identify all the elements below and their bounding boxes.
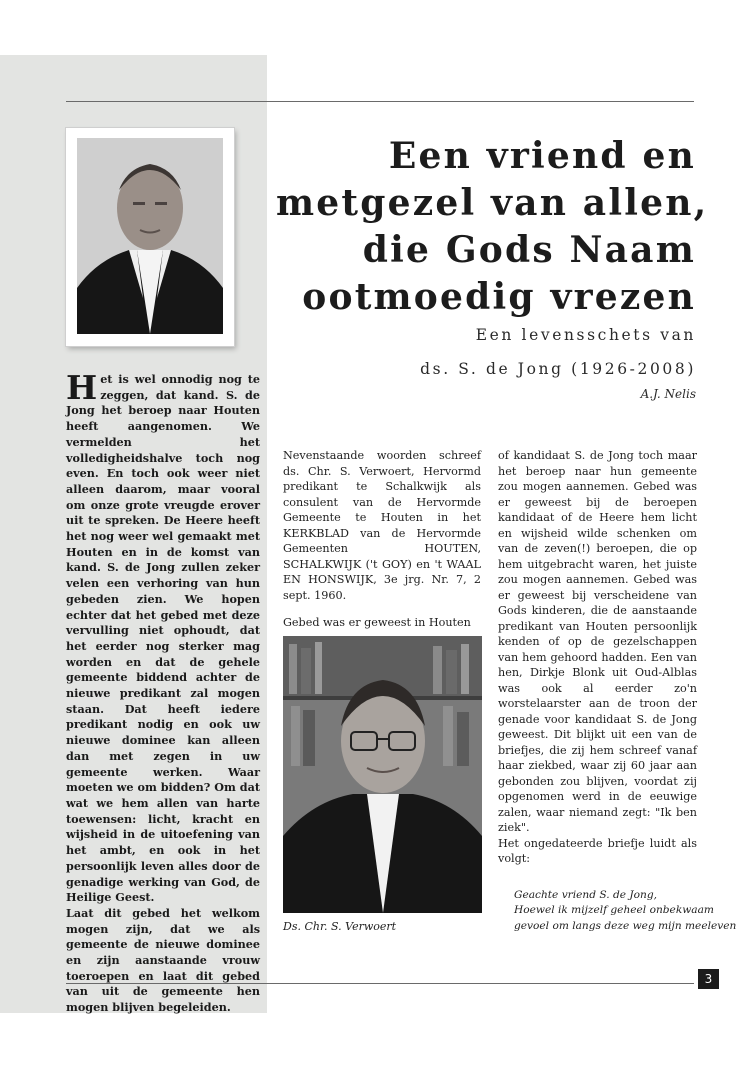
quoted-letter — [514, 888, 737, 934]
column-1-paragraph-1: Nevenstaande woorden schreef ds. Chr. S. Verwoert, Hervormd predikant te Schalkwijk als consulent van de Hervormde Gemeente te Houten in het KERKBLAD van de Hervormde Gemeenten HOUTEN, SCHALKWIJK ('t GOY) en 't WAAL EN HONSWIJK, 3e jrg. Nr. 7, 2 sept. 1960. — [283, 449, 481, 602]
title-line: Een vriend en — [388, 135, 696, 177]
letter-line: gevoel om langs deze weg mijn meeleven — [514, 919, 737, 932]
column-2-paragraph-2: Het ongedateerde briefje luidt als volgt: — [498, 836, 697, 865]
sidebar-paragraph-2: Laat dit gebed het welkom mogen zijn, dat we als gemeente de nieuwe dominee en zijn aanstaande vrouw toeroepen en laat dit gebed van uit de gemeente hen mogen blijven begeleiden. — [66, 905, 260, 1015]
subtitle-line: Een levensschets van — [475, 326, 696, 344]
column-1 — [283, 448, 481, 643]
page-number: 3 — [698, 969, 719, 989]
subtitle-line: ds. S. de Jong (1926-2008) — [420, 360, 696, 378]
portrait-frame — [66, 128, 234, 346]
letter-line: Hoewel ik mijzelf geheel onbekwaam — [514, 904, 714, 917]
photo-caption: Ds. Chr. S. Verwoert — [283, 920, 397, 933]
sidebar-intro-text — [66, 368, 260, 1016]
verwoert-photo — [283, 636, 482, 913]
bottom-rule — [66, 983, 694, 984]
portrait-photo — [77, 138, 223, 334]
letter-line: Geachte vriend S. de Jong, — [514, 889, 658, 901]
title-line: die Gods Naam — [362, 229, 696, 271]
sidebar-paragraph-1: Het is wel onnodig nog te zeggen, dat kand. S. de Jong het beroep naar Houten heeft aangenomen. We vermelden het volledigheidshalve toch nog even. En toch ook weer niet alleen daarom, maar vooral om onze grote vreugde erover uit te spreken. De Heere heeft het nog weer wel gemaakt met Houten en in de komst van kand. S. de Jong zullen zeker velen een verhoring van hun gebeden zien. We hopen echter dat het gebed met deze vervulling niet ophoudt, dat het eerder nog sterker mag worden en dat de gehele gemeente biddend achter de nieuwe predikant zal mogen staan. Dat heeft iedere predikant nodig en ook uw nieuwe dominee kan alleen dan met zegen in uw gemeente werken. Waar moeten we om bidden? Om dat wat we hem allen van harte toewensen: licht, kracht en wijsheid in de uitoefening van het ambt, en ook in het persoonlijk leven alles door de genadige werking van God, de Heilige Geest. — [66, 368, 260, 905]
article-subtitle — [276, 318, 696, 386]
author-byline: A.J. Nelis — [640, 387, 696, 401]
drop-cap: H — [66, 368, 98, 407]
column-1-paragraph-2: Gebed was er geweest in Houten — [283, 616, 471, 629]
title-line: ootmoedig vrezen — [302, 276, 696, 318]
column-2-paragraph-1: of kandidaat S. de Jong toch maar het beroep naar hun gemeente zou mogen aannemen. Gebed was er geweest bij de beroepen kandidaat of de Heere hem licht en wijsheid wilde schenken om van de zeven(!) beroepen, die op hem uitgebracht waren, het juiste zou mogen aannemen. Gebed was er geweest bij verscheidene van Gods kinderen, die de aanstaande predikant van Houten persoonlijk kenden of op de gezelschappen van hem gehoord hadden. Een van hen, Dirkje Blonk uit Oud-Alblas was ook al eerder zo'n worstelaarster aan de troon der genade voor kandidaat S. de Jong geweest. Dit blijkt uit een van de briefjes, die zij hem schreef vanaf haar ziekbed, waar zij 60 jaar aan gebonden zou blijven, voordat zij opgenomen werd in de eeuwige zalen, waar niemand zegt: "Ik ben ziek". — [498, 449, 697, 834]
top-rule — [66, 101, 694, 102]
article-title — [276, 133, 709, 321]
title-line: metgezel van allen, — [276, 182, 709, 224]
column-2 — [498, 448, 697, 867]
